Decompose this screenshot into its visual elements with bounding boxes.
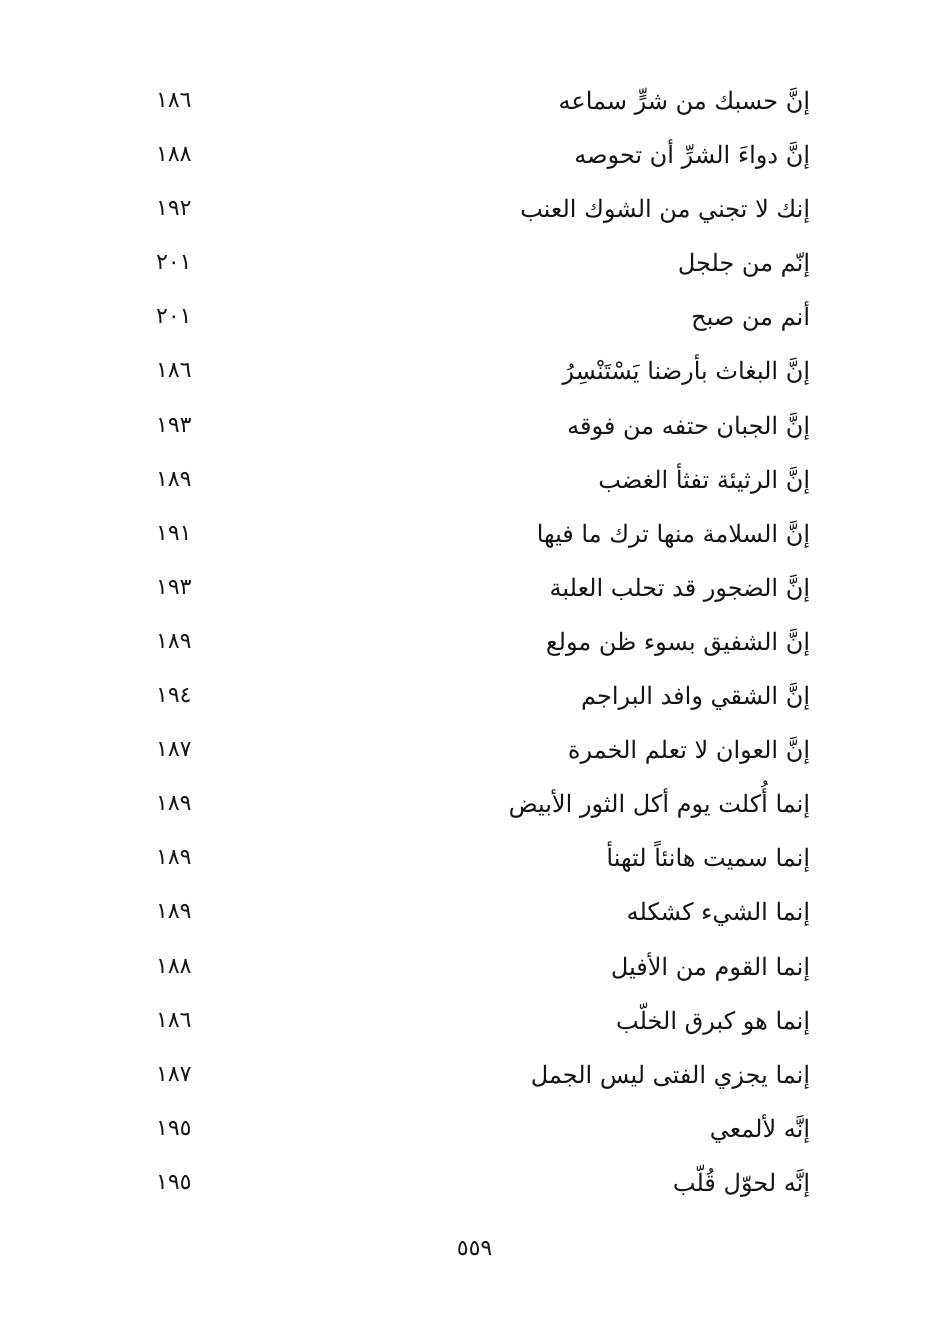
index-row: [150, 346, 810, 400]
entry-text: إنَّ العوان لا تعلم الخمرة: [567, 736, 810, 765]
entry-text: إنما يجزي الفتى ليس الجمل: [530, 1060, 810, 1089]
entry-text: إنَّ الشقي وافد البراجم: [581, 682, 810, 711]
entry-page-number: ١٨٨: [156, 953, 192, 979]
index-row: [150, 725, 810, 779]
entry-text: إنما الشيء كشكله: [626, 898, 810, 927]
entry-page-number: ١٨٩: [156, 899, 192, 925]
index-row: [150, 617, 810, 671]
entry-text: إنَّ الجبان حتفه من فوقه: [567, 411, 810, 440]
index-row: [150, 455, 810, 509]
entry-page-number: ١٨٩: [156, 628, 192, 654]
entry-page-number: ١٩١: [156, 520, 192, 546]
entry-page-number: ١٩٤: [156, 683, 192, 709]
entry-page-number: ١٨٦: [156, 88, 192, 113]
entry-page-number: ٢٠١: [156, 304, 192, 330]
index-row: [150, 1158, 810, 1212]
entry-text: إنَّ البغاث بأرضنا يَسْتَنْسِرُ: [562, 357, 810, 386]
entry-text: إنَّ الضجور قد تحلب العلبة: [549, 573, 810, 602]
entry-text: إنَّ الرثيئة تفثأ الغضب: [598, 465, 810, 494]
entry-text: إنَّه لألمعي: [709, 1114, 810, 1143]
entry-text: أنم من صبح: [691, 303, 810, 332]
entry-text: إنَّ دواءَ الشرِّ أن تحوصه: [574, 141, 810, 170]
entry-page-number: ١٩٥: [156, 1115, 192, 1141]
proverb-index-list: [150, 76, 810, 1212]
entry-page-number: ١٨٩: [156, 791, 192, 817]
entry-text: إنما سميت هانئاً لتهنأ: [606, 844, 810, 873]
entry-page-number: ١٨٨: [156, 142, 192, 168]
index-row: [150, 292, 810, 346]
entry-text: إنَّ السلامة منها ترك ما فيها: [536, 519, 810, 548]
entry-page-number: ٢٠١: [156, 250, 192, 276]
index-row: [150, 401, 810, 455]
index-row: [150, 887, 810, 941]
entry-text: إنما أُكلت يوم أكل الثور الأبيض: [508, 790, 810, 819]
entry-page-number: ١٨٦: [156, 1007, 192, 1033]
entry-page-number: ١٨٦: [156, 358, 192, 384]
entry-page-number: ١٨٩: [156, 845, 192, 871]
entry-page-number: ١٨٧: [156, 737, 192, 763]
index-row: [150, 1104, 810, 1158]
entry-page-number: ١٩٢: [156, 196, 192, 222]
entry-text: إنَّه لحوّل قُلّب: [672, 1168, 810, 1197]
entry-page-number: ١٨٧: [156, 1061, 192, 1087]
entry-page-number: ١٩٣: [156, 412, 192, 438]
entry-page-number: ١٩٥: [156, 1169, 192, 1195]
index-row: [150, 671, 810, 725]
entry-page-number: ١٩٣: [156, 574, 192, 600]
page-number-footer: ٥٥٩: [456, 1236, 493, 1261]
entry-text: إنما القوم من الأفيل: [610, 952, 810, 981]
entry-text: إنّم من جلجل: [677, 249, 810, 278]
entry-text: إنَّ الشفيق بسوء ظن مولع: [545, 627, 810, 656]
index-row: [150, 996, 810, 1050]
index-row: [150, 779, 810, 833]
entry-text: إنما هو كبرق الخلّب: [616, 1006, 810, 1035]
index-row: [150, 563, 810, 617]
index-row: [150, 130, 810, 184]
index-row: [150, 942, 810, 996]
entry-text: إنك لا تجني من الشوك العنب: [520, 195, 810, 224]
index-row: [150, 184, 810, 238]
index-row: [150, 1050, 810, 1104]
index-row: [150, 833, 810, 887]
index-row: [150, 238, 810, 292]
index-row: [150, 76, 810, 130]
entry-text: إنَّ حسبك من شرٍّ سماعه: [558, 87, 810, 115]
index-row: [150, 509, 810, 563]
entry-page-number: ١٨٩: [156, 466, 192, 492]
